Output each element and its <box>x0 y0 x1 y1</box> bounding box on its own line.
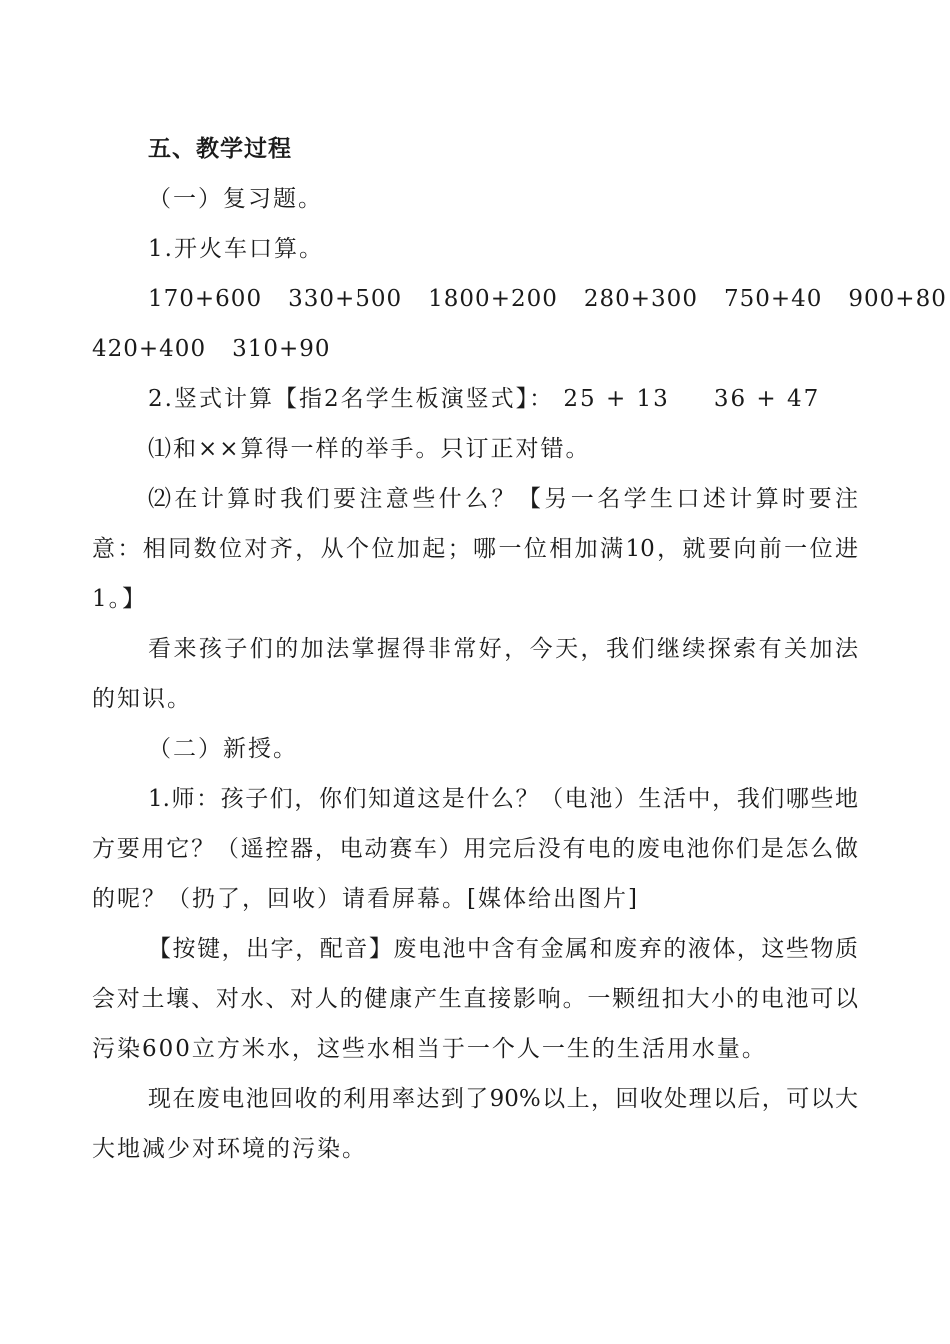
sub-item-2-line-2: 意：相同数位对齐，从个位加起；哪一位相加满10，就要向前一位进 <box>92 536 858 562</box>
calc-row-2 <box>92 334 357 364</box>
item1-title: 1.开火车口算。 <box>148 236 324 262</box>
item2-text: 2.竖式计算【指2名学生板演竖式】： <box>148 386 555 412</box>
battery-paragraph-line-1: 【按键，出字，配音】废电池中含有金属和废弃的液体，这些物质 <box>148 936 858 962</box>
calc-expression: 280+300 <box>583 286 698 312</box>
sub-item-1: ⑴和××算得一样的举手。只订正对错。 <box>148 436 591 462</box>
recycle-paragraph-line-1: 现在废电池回收的利用率达到了90%以上，回收处理以后，可以大 <box>148 1086 858 1112</box>
calc-row-1 <box>148 284 950 314</box>
battery-paragraph-line-3: 污染600立方米水，这些水相当于一个人一生的生活用水量。 <box>92 1036 767 1062</box>
calc-expression: 420+400 <box>92 336 207 362</box>
battery-paragraph-line-2: 会对土壤、对水、对人的健康产生直接影响。一颗纽扣大小的电池可以 <box>92 986 858 1012</box>
calc-expression: 750+40 <box>723 286 823 312</box>
calc-expression: 310+90 <box>232 336 331 362</box>
review-title: （一）复习题。 <box>148 186 323 212</box>
calc-expression: 170+600 <box>148 286 263 312</box>
recycle-paragraph-line-2: 大地减少对环境的污染。 <box>92 1136 367 1162</box>
teacher-line-3: 的呢？（扔了，回收）请看屏幕。[媒体给出图片] <box>92 886 639 912</box>
item2-expression-2: 36 + 47 <box>713 386 821 412</box>
paragraph-1-line-1: 看来孩子们的加法掌握得非常好，今天，我们继续探索有关加法 <box>148 636 858 662</box>
section-heading: 五、教学过程 <box>148 136 292 162</box>
new-lesson-title: （二）新授。 <box>148 736 298 762</box>
item2-line <box>148 384 820 414</box>
calc-expression: 330+500 <box>288 286 403 312</box>
teacher-line-1: 1.师：孩子们，你们知道这是什么？（电池）生活中，我们哪些地 <box>148 786 858 812</box>
calc-expression: 1800+200 <box>428 286 558 312</box>
sub-item-2-line-1: ⑵在计算时我们要注意些什么？【另一名学生口述计算时要注 <box>148 486 858 512</box>
item2-expression-1: 25 + 13 <box>563 386 670 412</box>
teacher-line-2: 方要用它？（遥控器，电动赛车）用完后没有电的废电池你们是怎么做 <box>92 836 858 862</box>
calc-expression: 900+80 <box>848 286 947 312</box>
paragraph-1-line-2: 的知识。 <box>92 686 192 712</box>
sub-item-2-line-3: 1。】 <box>92 586 148 612</box>
